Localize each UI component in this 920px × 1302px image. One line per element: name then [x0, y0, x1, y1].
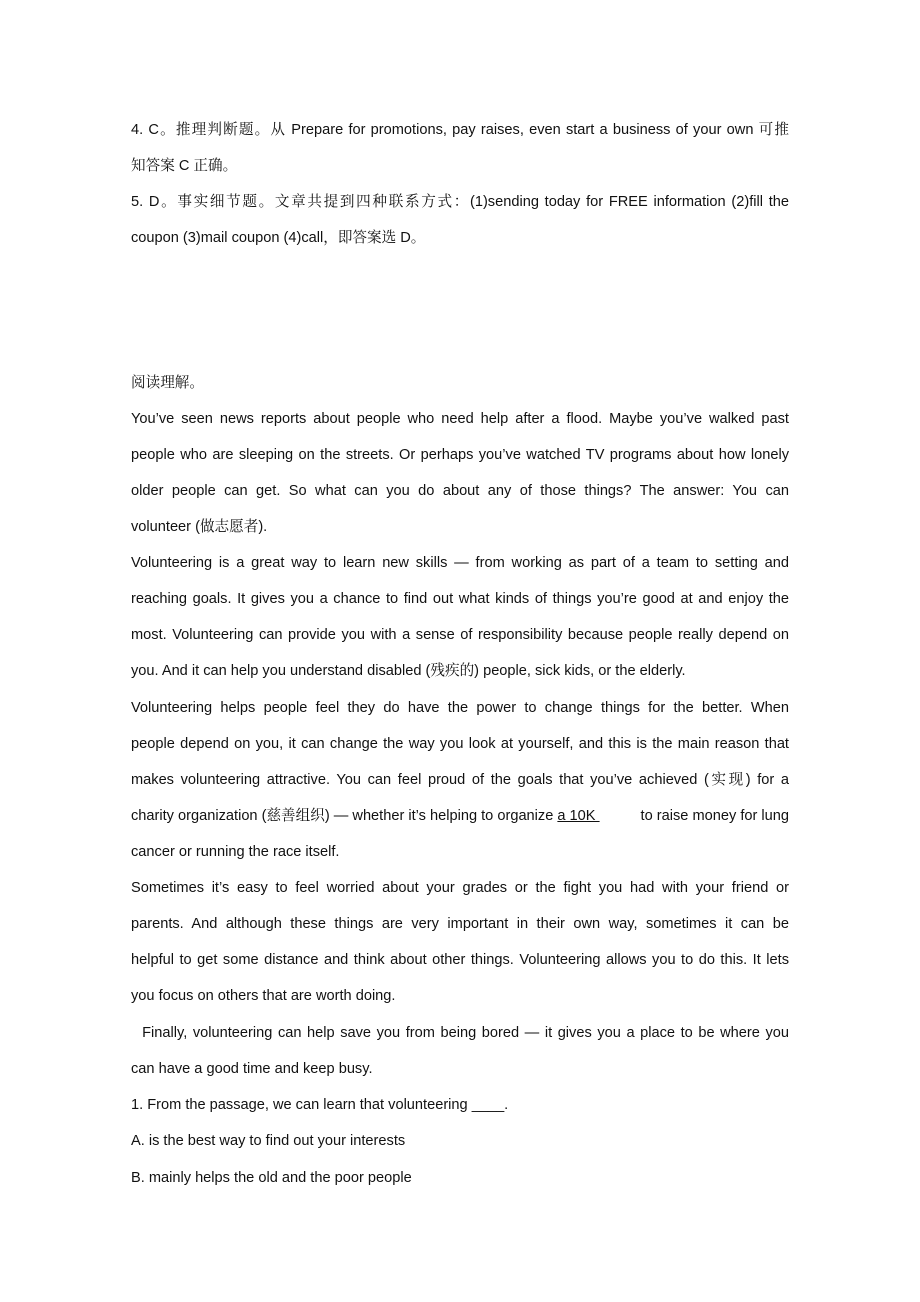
passage-line: people who are sleeping on the streets. Or perhaps you’ve watched TV programs about how lonely	[131, 447, 789, 463]
answer-4-line-2: 知答案 C 正确。	[131, 158, 238, 174]
passage-line: can have a good time and keep busy.	[131, 1061, 373, 1077]
passage-text: charity organization (慈善组织) — whether it’s helping to organize	[131, 808, 558, 824]
answer-4-line-1: 4. C。推理判断题。从 Prepare for promotions, pay raises, even start a business of your own 可推	[131, 122, 789, 138]
passage-line: Sometimes it’s easy to feel worried about your grades or the fight you had with your friend or	[131, 880, 789, 896]
option-b: B. mainly helps the old and the poor people	[131, 1170, 412, 1186]
underlined-term: a 10K	[557, 808, 600, 824]
passage-line: reaching goals. It gives you a chance to find out what kinds of things you’re good at and enjoy the	[131, 591, 789, 607]
passage-line: cancer or running the race itself.	[131, 844, 340, 860]
option-a: A. is the best way to find out your interests	[131, 1133, 406, 1149]
passage-line: you focus on others that are worth doing.	[131, 988, 396, 1004]
passage-line: Volunteering helps people feel they do have the power to change things for the better. When	[131, 700, 789, 716]
passage-line: parents. And although these things are very important in their own way, sometimes it can be	[131, 916, 789, 932]
answer-5-line-2: coupon (3)mail coupon (4)call，即答案选 D。	[131, 230, 426, 246]
passage-line: makes volunteering attractive. You can feel proud of the goals that you’ve achieved (实现) for a	[131, 772, 789, 788]
question-stem: 1. From the passage, we can learn that volunteering ____.	[131, 1097, 509, 1113]
passage-line: older people can get. So what can you do about any of those things? The answer: You can	[131, 483, 789, 499]
passage-line: You’ve seen news reports about people who need help after a flood. Maybe you’ve walked past	[131, 411, 789, 427]
passage-text: to raise money for lung	[640, 808, 789, 824]
section-heading: 阅读理解。	[131, 375, 204, 391]
passage-line: Finally, volunteering can help save you from being bored — it gives you a place to be where you	[131, 1025, 789, 1041]
passage-line: you. And it can help you understand disabled (残疾的) people, sick kids, or the elderly.	[131, 663, 686, 679]
passage-line: most. Volunteering can provide you with a sense of responsibility because people really depend on	[131, 627, 789, 643]
passage-line: volunteer (做志愿者).	[131, 519, 268, 535]
passage-line	[131, 798, 789, 834]
passage-line: Volunteering is a great way to learn new skills — from working as part of a team to setting and	[131, 555, 789, 571]
passage-line: helpful to get some distance and think about other things. Volunteering allows you to do this. It lets	[131, 952, 789, 968]
answer-5-line-1: 5. D。事实细节题。文章共提到四种联系方式：(1)sending today for FREE information (2)fill the	[131, 194, 789, 210]
passage-line: people depend on you, it can change the way you look at yourself, and this is the main reason that	[131, 736, 789, 752]
